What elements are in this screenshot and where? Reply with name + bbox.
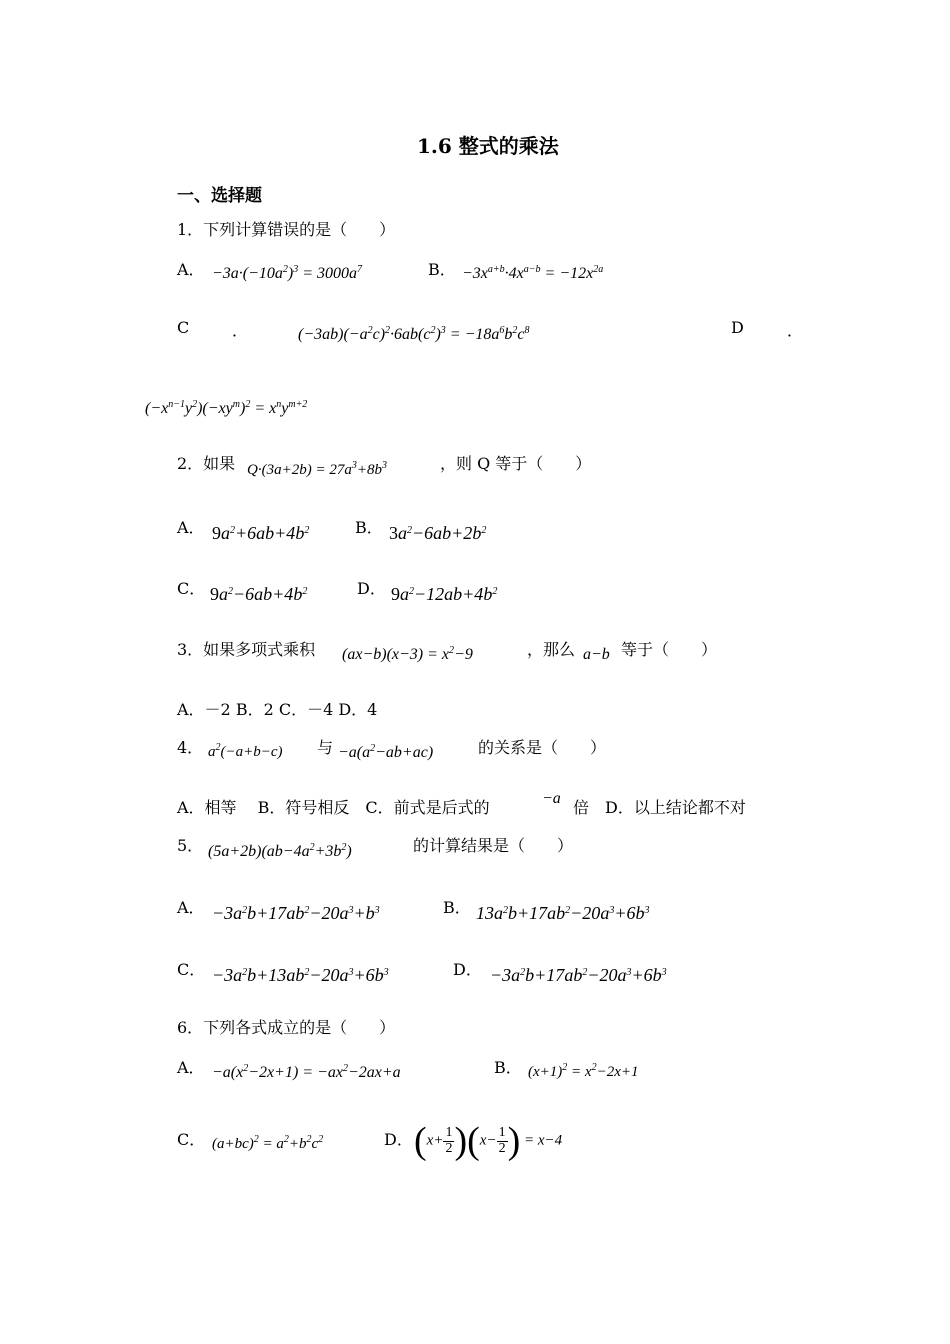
q4-post: 的关系是（ ） <box>478 738 607 757</box>
q2-option-a-label: A． <box>177 518 205 537</box>
q4-formula-2: $-a(a^2-ab+ac)$ <box>338 743 434 761</box>
q1-stem: 1．下列计算错误的是（ ） <box>177 220 396 239</box>
q2-option-d-label: D． <box>357 579 386 598</box>
q5-option-b-formula: $13a^2b+17ab^2-20a^3+6b^3$ <box>476 903 650 923</box>
q1-option-c-dot: ． <box>232 321 249 340</box>
q2-stem-formula: $Q\cdot(3a+2b) = 27a^3+8b^3$ <box>247 460 387 478</box>
q4-number: 4． <box>177 738 204 757</box>
q3-stem-mid: ，那么 <box>527 640 576 659</box>
q4-formula-1: $a^2(-a+b-c)$ <box>208 742 283 760</box>
q5-formula: $(5a+2b)(ab-4a^2+3b^2)$ <box>208 842 352 860</box>
q4-options-formula: −a <box>542 790 561 807</box>
q3-stem-formula-2: a−b <box>583 646 610 663</box>
q2-option-b-formula: $3a^2-6ab+2b^2$ <box>389 523 487 543</box>
q5-option-a-formula: $-3a^2b+17ab^2-20a^3+b^3$ <box>212 903 380 923</box>
q1-option-d-label: D <box>731 318 744 337</box>
q5-option-a-label: A． <box>177 898 205 917</box>
q5-option-d-label: D． <box>453 960 482 979</box>
q1-option-b-label: B． <box>428 260 456 279</box>
q6-option-c-label: C． <box>177 1130 206 1149</box>
q2-option-a-formula: $9a^2+6ab+4b^2$ <box>212 523 310 543</box>
q1-option-a-label: A． <box>177 260 205 279</box>
q1-option-b-formula: $-3x^{a+b}\cdot 4x^{a-b} = -12x^{2a}$ <box>462 264 604 282</box>
q6-option-c-formula: $(a+bc)^2 = a^2+b^2c^2$ <box>212 1134 324 1152</box>
q1-option-c-label: C <box>177 318 190 337</box>
q5-number: 5． <box>177 836 204 855</box>
q1-option-a-text: $-3a\cdot(-10a^2)^3 = 3000a^7$ <box>212 264 363 282</box>
q2-option-d-formula: $9a^2-12ab+4b^2$ <box>391 584 498 604</box>
q2-option-b-label: B． <box>355 518 383 537</box>
q6-option-a-label: A． <box>177 1058 205 1077</box>
q6-option-b-label: B． <box>494 1058 522 1077</box>
q2-stem-pre: 2．如果 <box>177 454 236 473</box>
q5-option-b-label: B． <box>443 898 471 917</box>
q5-option-c-label: C． <box>177 960 206 979</box>
q5-post: 的计算结果是（ ） <box>413 836 574 855</box>
q4-options-pre: A．相等 B．符号相反 C．前式是后式的 <box>177 798 490 817</box>
q3-options: A．－2 B．2 C．－4 D．4 <box>177 700 378 719</box>
q1-option-a-formula <box>212 265 362 283</box>
q1-option-c-formula: $(-3ab)(-a^2c)^2\cdot 6ab(c^2)^3 = -18a^6b^2c^8$ <box>298 325 530 343</box>
q6-option-b-formula: $(x+1)^2 = x^2-2x+1$ <box>528 1062 639 1080</box>
q2-stem-post: ，则 Q 等于（ ） <box>440 454 592 473</box>
q6-option-d-label: D． <box>384 1130 413 1149</box>
q2-option-c-formula: $9a^2-6ab+4b^2$ <box>210 584 308 604</box>
q1-option-d-formula: $(-x^{n-1}y^2)(-xy^m)^2 = x^ny^{m+2}$ <box>145 399 308 417</box>
q2-option-c-label: C． <box>177 579 206 598</box>
q4-options-post: 倍 D．以上结论都不对 <box>573 798 746 817</box>
q5-option-c-formula: $-3a^2b+13ab^2-20a^3+6b^3$ <box>212 965 389 985</box>
q3-stem-formula: $(ax-b)(x-3) = x^2-9$ <box>342 645 473 663</box>
q3-stem-post: 等于（ ） <box>621 640 718 659</box>
q6-option-a-formula: $-a(x^2-2x+1) = -ax^2-2ax+a$ <box>212 1063 401 1081</box>
q4-mid: 与 <box>317 738 334 757</box>
q5-option-d-formula: $-3a^2b+17ab^2-20a^3+6b^3$ <box>490 965 667 985</box>
q3-stem-pre: 3．如果多项式乘积 <box>177 640 316 659</box>
q6-stem: 6．下列各式成立的是（ ） <box>177 1018 396 1037</box>
q1-option-d-dot: ． <box>787 321 804 340</box>
q6-option-d-formula: (x+ $\frac{1}{2}$ )(x− $\frac{1}{2}$ ) = x−4 <box>414 1120 563 1162</box>
section-heading: 一、选择题 <box>177 186 262 206</box>
page-title: 1.6 整式的乘法 <box>417 134 559 158</box>
